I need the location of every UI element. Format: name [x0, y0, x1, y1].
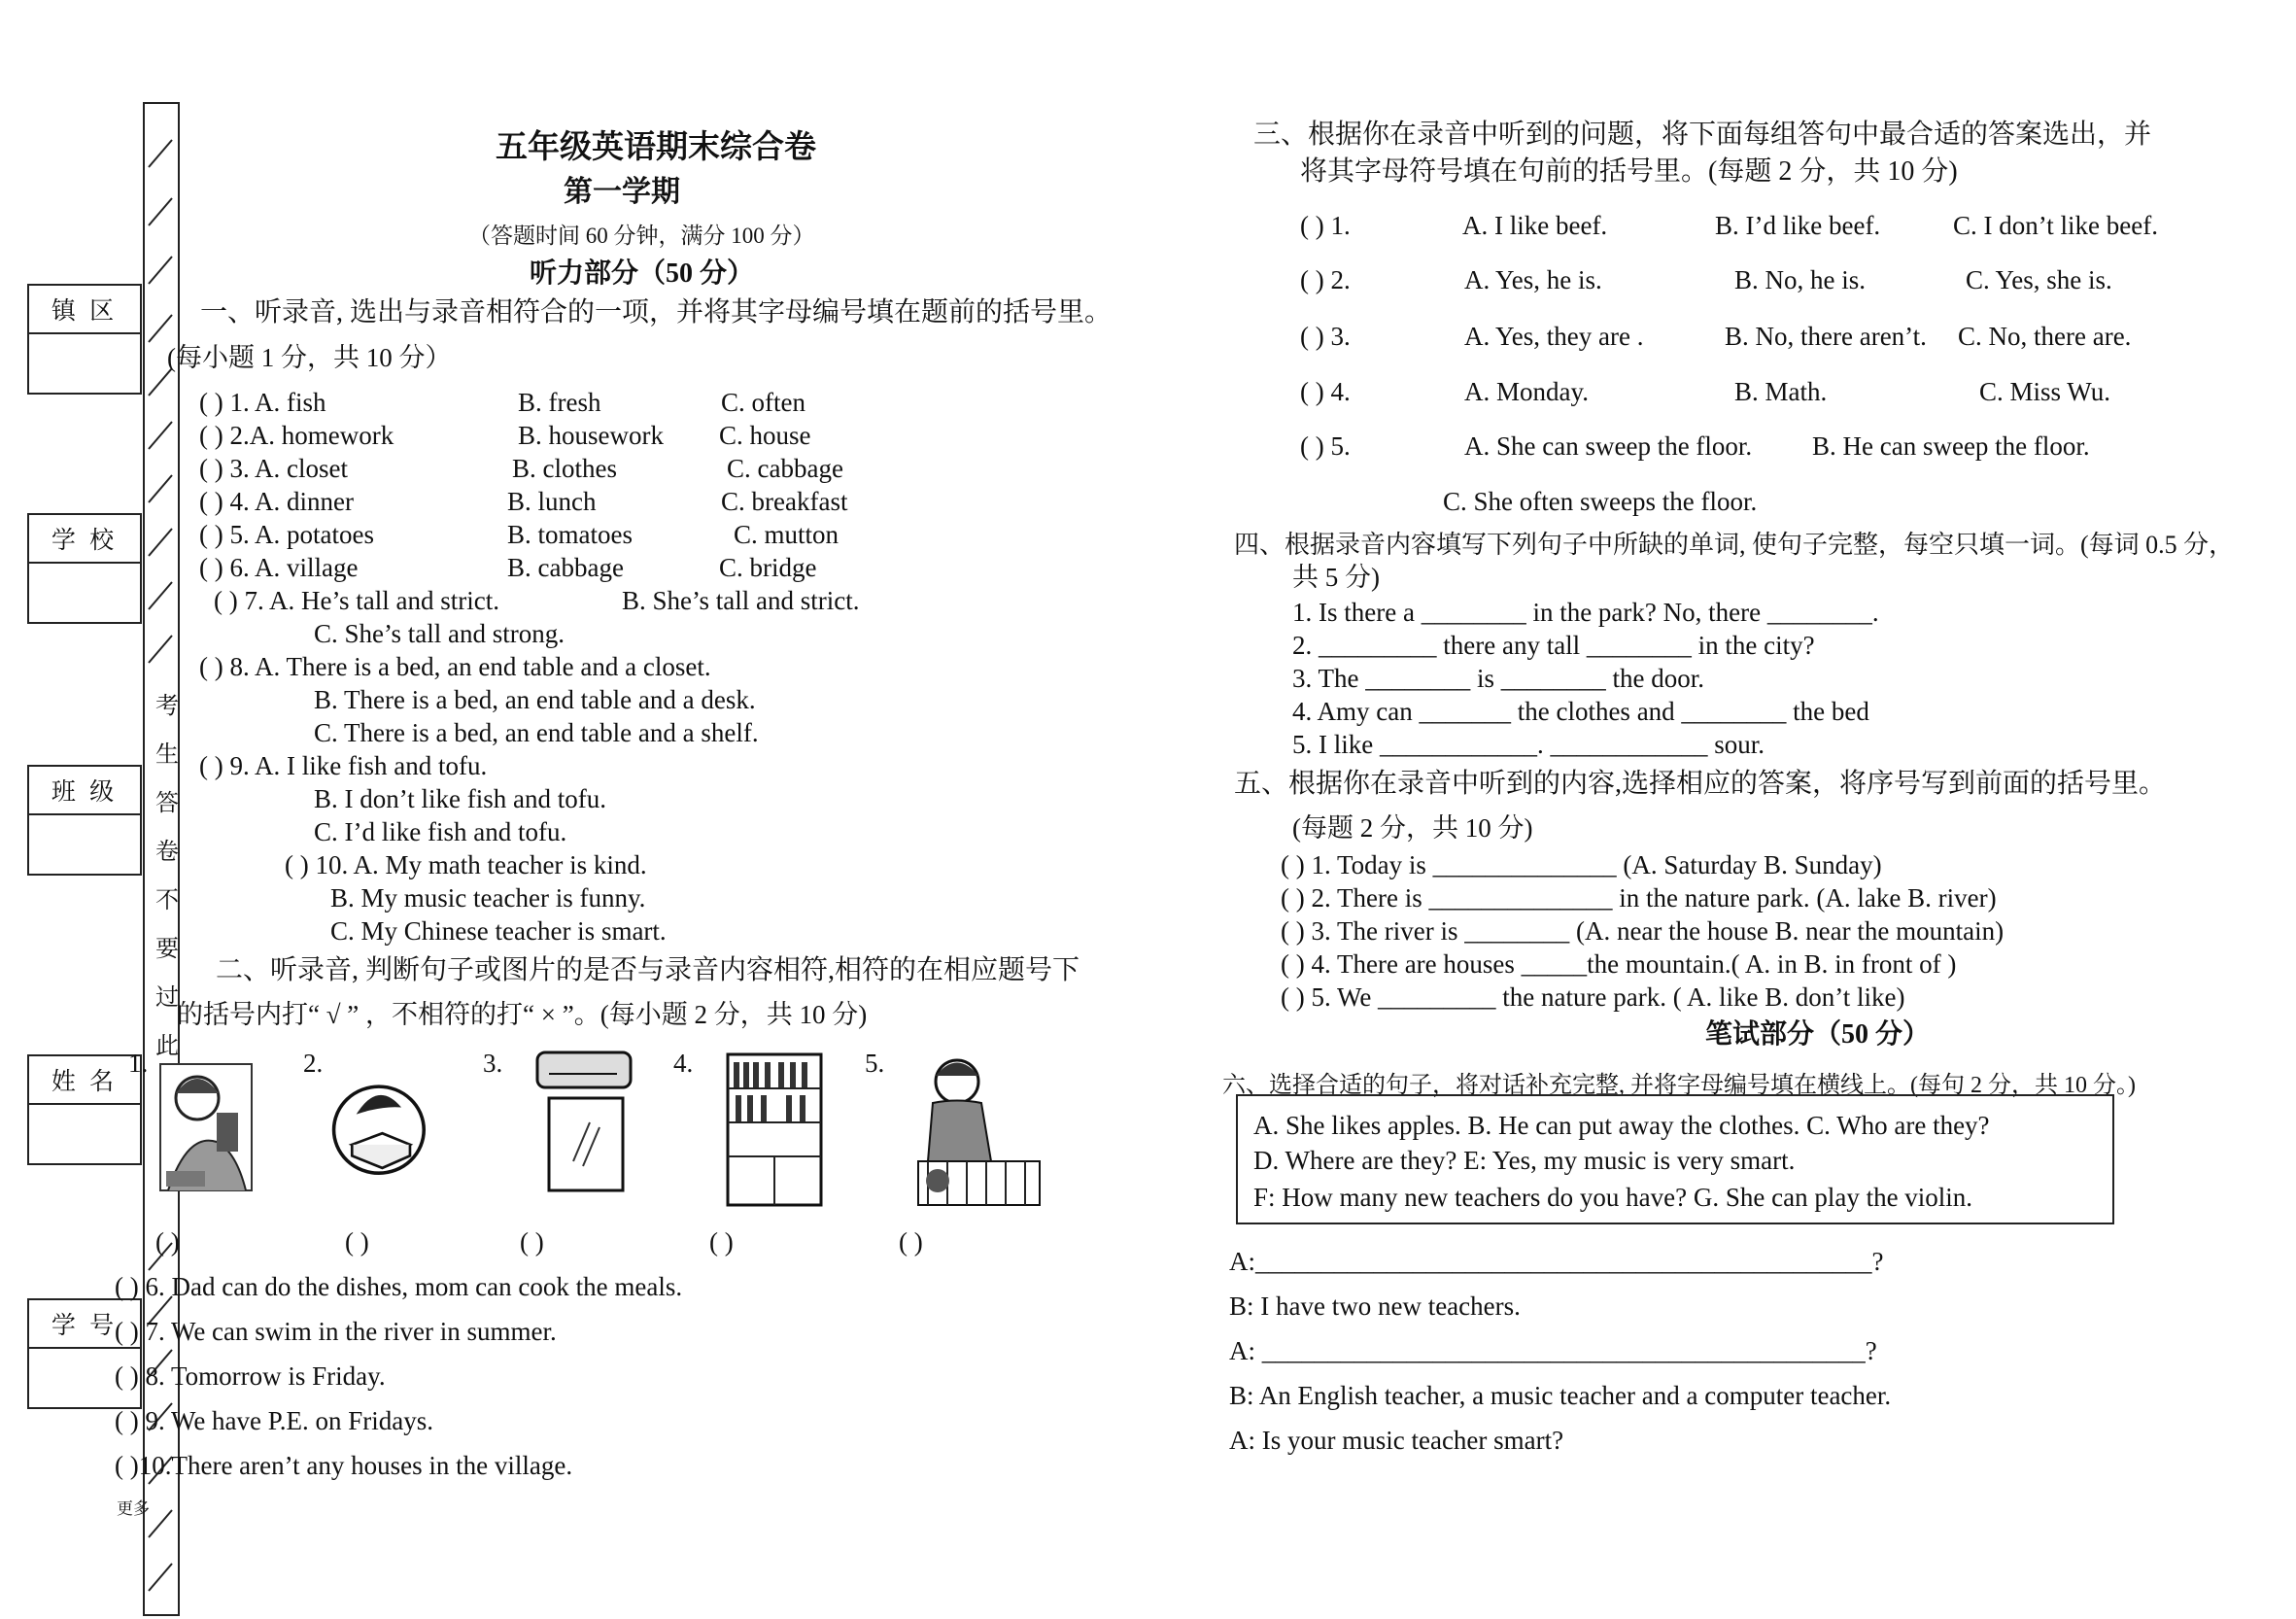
sec3-q3: ( ) 3.	[1300, 322, 1351, 351]
field-input[interactable]	[29, 334, 140, 393]
sec1-q8-c: C. There is a bed, an end table and a shelf.	[314, 718, 759, 747]
sec4-item-4: 4. Amy can _______ the clothes and ________ the bed	[1292, 697, 1869, 726]
sec4-item-5: 5. I like ____________. ____________ sour.	[1292, 730, 1765, 759]
sec3-q4-b: B. Math.	[1734, 377, 1828, 406]
sec1-q5: ( ) 5. A. potatoes	[199, 520, 374, 549]
sec3-q5: ( ) 5.	[1300, 431, 1351, 461]
sec1-q1-b: B. fresh	[518, 388, 601, 417]
pic-answer-blank[interactable]: ( )	[520, 1227, 544, 1257]
field-school	[27, 513, 142, 624]
sec1-q4: ( ) 4. A. dinner	[199, 487, 354, 516]
sec5-heading-2: (每题 2 分，共 10 分)	[1292, 813, 1533, 843]
seal-char: 要	[155, 937, 179, 962]
sec4-heading-2: 共 5 分)	[1292, 563, 1380, 592]
sec1-heading: 一、听录音, 选出与录音相符合的一项，并将其字母编号填在题前的括号里。	[200, 297, 1113, 327]
sec1-q6-c: C. bridge	[719, 553, 817, 582]
sec1-q1-c: C. often	[721, 388, 805, 417]
sec3-q1-a: A. I like beef.	[1462, 211, 1608, 240]
seal-char: 不	[155, 888, 179, 913]
sec1-q9: ( ) 9. A. I like fish and tofu.	[199, 751, 488, 780]
sec1-q5-b: B. tomatoes	[507, 520, 633, 549]
sec1-q8: ( ) 8. A. There is a bed, an end table and a closet.	[199, 652, 711, 681]
seal-char: 生	[155, 742, 179, 768]
sec1-q2-c: C. house	[719, 421, 811, 450]
dialog-line-2: B: I have two new teachers.	[1229, 1292, 1521, 1321]
seal-char: 过	[155, 985, 179, 1011]
sec1-q1: ( ) 1. A. fish	[199, 388, 326, 417]
pic-answer-blank[interactable]: ( )	[345, 1227, 369, 1257]
sec6-option-line: D. Where are they? E: Yes, my music is very smart.	[1253, 1146, 1796, 1175]
pic-number: 2.	[303, 1049, 324, 1078]
sec5-heading: 五、根据你在录音中听到的内容,选择相应的答案，将序号写到前面的括号里。	[1234, 769, 2167, 799]
sec3-q1: ( ) 1.	[1300, 211, 1351, 240]
sec3-q1-c: C. I don’t like beef.	[1953, 211, 2158, 240]
field-label: 姓 名	[29, 1056, 140, 1105]
pic-answer-blank[interactable]: ( )	[899, 1227, 923, 1257]
sec3-q4-c: C. Miss Wu.	[1979, 377, 2110, 406]
sec6-heading: 六、选择合适的句子，将对话补充完整, 并将字母编号填在横线上。(每句 2 分，共 10 分。)	[1222, 1073, 2136, 1098]
sec1-q10-c: C. My Chinese teacher is smart.	[330, 916, 667, 946]
sec4-item-1: 1. Is there a ________ in the park? No, there ________.	[1292, 598, 1879, 627]
pic-answer-blank[interactable]: ( )	[709, 1227, 734, 1257]
sec5-item-4: ( ) 4. There are houses _____the mountain.( A. in B. in front of )	[1281, 949, 1957, 979]
sec6-options-box	[1236, 1094, 2114, 1224]
sec2-heading: 二、听录音, 判断句子或图片的是否与录音内容相符,相符的在相应题号下	[216, 955, 1080, 985]
sec6-option-line: F: How many new teachers do you have? G. She can play the violin.	[1253, 1183, 1973, 1212]
sec1-q2: ( ) 2.A. homework	[199, 421, 394, 450]
sec3-q4: ( ) 4.	[1300, 377, 1351, 406]
sec1-q3: ( ) 3. A. closet	[199, 454, 348, 483]
sec5-item-2: ( ) 2. There is ______________ in the nature park. (A. lake B. river)	[1281, 883, 1997, 913]
field-class	[27, 765, 142, 876]
picture-tofu-plate	[330, 1045, 426, 1210]
pic-number: 3.	[483, 1049, 503, 1078]
sec3-heading-2: 将其字母符号填在句前的括号里。(每题 2 分，共 10 分)	[1300, 156, 1958, 187]
sec3-q3-c: C. No, there are.	[1958, 322, 2132, 351]
picture-girl-sitting	[899, 1045, 1043, 1210]
sec4-item-2: 2. _________ there any tall ________ in the city?	[1292, 631, 1815, 660]
sec1-q7: ( ) 7. A. He’s tall and strict.	[214, 586, 499, 615]
dialog-line-4: B: An English teacher, a music teacher and a computer teacher.	[1229, 1381, 1892, 1410]
sec1-q7-c: C. She’s tall and strong.	[314, 619, 565, 648]
sec1-q6: ( ) 6. A. village	[199, 553, 359, 582]
field-label: 镇 区	[29, 286, 140, 334]
sec4-item-3: 3. The ________ is ________ the door.	[1292, 664, 1704, 693]
pic-number: 1.	[128, 1049, 149, 1078]
picture-air-conditioner	[530, 1045, 636, 1210]
dialog-line-1[interactable]: A:_______________________________________________?	[1229, 1247, 1884, 1276]
sec2-item-9: ( ) 9. We have P.E. on Fridays.	[115, 1406, 434, 1435]
sec3-q2: ( ) 2.	[1300, 265, 1351, 294]
sec2-item-6: ( ) 6. Dad can do the dishes, mom can cook the meals.	[115, 1272, 683, 1301]
sec1-heading-2: (每小题 1 分，共 10 分）	[167, 343, 452, 372]
sec1-q5-c: C. mutton	[734, 520, 840, 549]
pic-number: 4.	[673, 1049, 694, 1078]
sec2-item-8: ( ) 8. Tomorrow is Friday.	[115, 1361, 386, 1391]
seal-char: 此	[155, 1034, 179, 1059]
sec3-q5-a: A. She can sweep the floor.	[1464, 431, 1753, 461]
sec6-option-line: A. She likes apples. B. He can put away the clothes. C. Who are they?	[1253, 1111, 1990, 1140]
sec1-q2-b: B. housework	[518, 421, 664, 450]
sec3-q4-a: A. Monday.	[1464, 377, 1589, 406]
field-input[interactable]	[29, 815, 140, 874]
sec1-q9-c: C. I’d like fish and tofu.	[314, 817, 567, 846]
sec3-q2-a: A. Yes, he is.	[1464, 265, 1602, 294]
exam-note: （答题时间 60 分钟，满分 100 分）	[468, 224, 815, 248]
field-input[interactable]	[29, 1105, 140, 1163]
sec1-q6-b: B. cabbage	[507, 553, 624, 582]
sec1-q3-b: B. clothes	[512, 454, 617, 483]
sec4-heading: 四、根据录音内容填写下列句子中所缺的单词, 使句子完整，每空只填一词。(每词 0.5 分，	[1234, 531, 2235, 559]
field-town	[27, 284, 142, 395]
picture-woman-phone	[158, 1045, 254, 1210]
field-name	[27, 1054, 142, 1165]
sec2-item-10: ( )10.There aren’t any houses in the village.	[115, 1451, 573, 1480]
footer-fragment: 更多	[117, 1499, 150, 1518]
field-label: 班 级	[29, 767, 140, 815]
sec2-heading-2: 的括号内打“ √ ” ，不相符的打“ × ”。(每小题 2 分，共 10 分)	[177, 1000, 868, 1029]
field-label: 学 校	[29, 515, 140, 564]
sec3-heading: 三、根据你在录音中听到的问题，将下面每组答句中最合适的答案选出，并	[1253, 120, 2152, 150]
page-title: 五年级英语期末综合卷	[496, 130, 816, 165]
seal-char: 考	[155, 694, 179, 719]
sec3-q3-a: A. Yes, they are .	[1464, 322, 1644, 351]
sec1-q8-b: B. There is a bed, an end table and a desk.	[314, 685, 756, 714]
page-subtitle: 第一学期	[564, 176, 680, 208]
sec1-q9-b: B. I don’t like fish and tofu.	[314, 784, 606, 813]
seal-char: 答	[155, 791, 179, 816]
sec5-item-5: ( ) 5. We _________ the nature park. ( A. like B. don’t like)	[1281, 982, 1905, 1012]
sec3-q5-c: C. She often sweeps the floor.	[1443, 487, 1758, 516]
dialog-line-5: A: Is your music teacher smart?	[1229, 1426, 1564, 1455]
seal-char: 卷	[155, 840, 179, 865]
sec3-q2-c: C. Yes, she is.	[1966, 265, 2112, 294]
sec1-q3-c: C. cabbage	[727, 454, 843, 483]
sec3-q5-b: B. He can sweep the floor.	[1812, 431, 2090, 461]
listening-heading: 听力部分（50 分）	[530, 258, 755, 289]
sec3-q1-b: B. I’d like beef.	[1715, 211, 1881, 240]
sec1-q4-b: B. lunch	[507, 487, 597, 516]
sec1-q10-b: B. My music teacher is funny.	[330, 883, 646, 913]
sec2-item-7: ( ) 7. We can swim in the river in summer.	[115, 1317, 557, 1346]
sec5-item-1: ( ) 1. Today is ______________ (A. Saturday B. Sunday)	[1281, 850, 1882, 879]
sec3-q2-b: B. No, he is.	[1734, 265, 1866, 294]
written-heading: 笔试部分（50 分）	[1705, 1019, 1931, 1050]
pic-number: 5.	[865, 1049, 885, 1078]
field-label: 学 号	[29, 1300, 140, 1349]
sec1-q10: ( ) 10. A. My math teacher is kind.	[285, 850, 647, 879]
sec3-q3-b: B. No, there aren’t.	[1725, 322, 1927, 351]
field-input[interactable]	[29, 564, 140, 622]
sec1-q4-c: C. breakfast	[721, 487, 848, 516]
dialog-line-3[interactable]: A: ______________________________________________?	[1229, 1336, 1877, 1365]
pic-answer-blank[interactable]: ( )	[155, 1227, 180, 1257]
sec1-q7-b: B. She’s tall and strict.	[622, 586, 860, 615]
sec5-item-3: ( ) 3. The river is ________ (A. near the house B. near the mountain)	[1281, 916, 2005, 946]
picture-bookshelf	[724, 1045, 831, 1210]
